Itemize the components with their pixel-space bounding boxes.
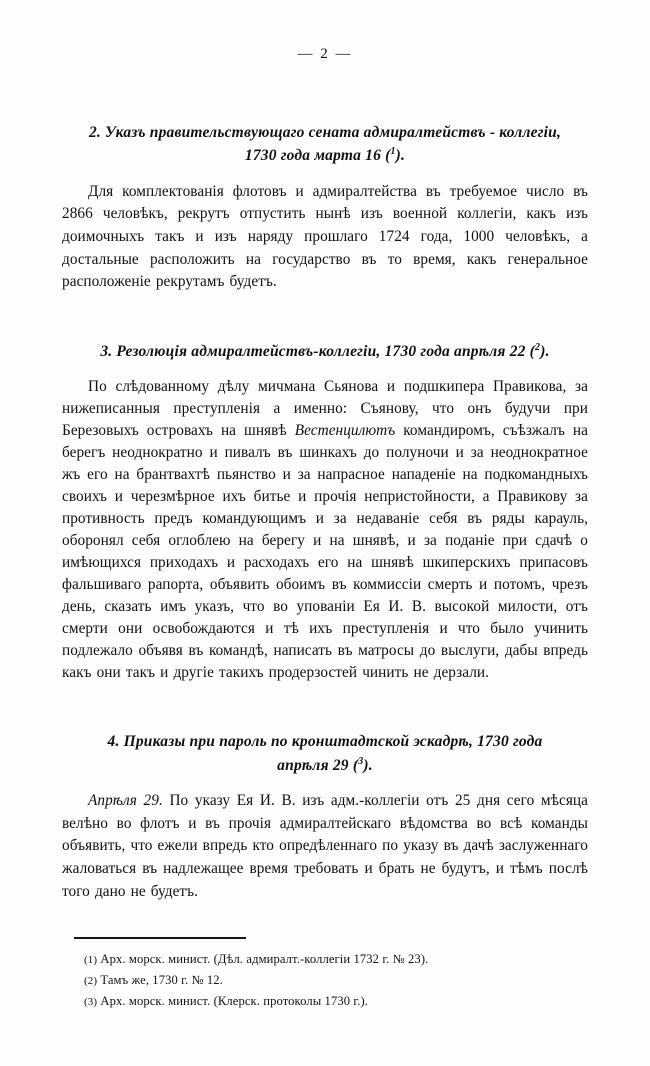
section-2-paragraph: Для комплектованія флотовъ и адмиралтейства въ требуемое число въ 2866 человѣкъ, рекрутъ отпустить нынѣ изъ военной коллегіи, какъ изъ доимочныхъ такъ и изъ наряду прошлаго 1724 года, 1000 человѣкъ, а достальные расположить на государство въ то время, какъ генеральное расположеніе рекрутамъ будетъ.: [62, 182, 588, 291]
section-3-heading-line1: 3. Резолюція адмиралтействъ-коллегіи, 1730 года апрѣля 22 (: [100, 342, 536, 360]
section-2-heading-line2: [62, 144, 588, 167]
section-4-footnote-ref[interactable]: 3: [358, 755, 364, 767]
footnote-2: [84, 970, 588, 991]
footnote-3-text: Арх. морск. минист. (Клерск. протоколы 1730 г.).: [100, 993, 369, 1008]
section-3-footnote-ref[interactable]: 2: [535, 341, 541, 353]
section-3-paragraph: По слѣдованному дѣлу мичмана Сьянова и подшкипера Правикова, за нижеписанныя преступленія а именно: Съянову, что онъ будучи при Березовыхъ островахъ на шнявѣ Вестенцилютъ командиромъ, съѣзжалъ на берегъ неоднократно и пивалъ въ шинкахъ до полуночи и за неоднократное жъ его на брантвахтѣ пьянство и за напрасное нападеніе на подкомандныхъ своихъ и черезмѣрное ихъ битье и прочія непристойности, а Правикову за противность предъ командующимъ и за недаваніе себя въ ряды карауль, оборонял себя оглоблею на берегу и на шнявѣ, и за поданіе при сдачѣ о имѣющихся приходахъ и расходахъ его на шнявѣ шкиперскихъ припасовъ фальшиваго рапорта, объявить обоимъ въ коммиссіи смерть и потомъ, чрезъ день, сказать имъ указъ, что во упованіи Ея И. В. высокой милости, отъ смерти они освобождаются и тѣ ихъ преступленія и что было учинить подлежало объявя въ командѣ, написать въ матросы до выслуги, дабы впредь какъ они такъ и другіе такихъ продерзостей чинить не дерзали.: [62, 378, 588, 682]
footnote-1: [84, 949, 588, 970]
section-4-heading-line1: 4. Приказы при пароль по кронштадтской эскадрѣ, 1730 года: [107, 733, 543, 751]
section-2-heading-line2-text: 1730 года марта 16 (: [244, 147, 391, 165]
footnote-3-mark: (3): [84, 995, 98, 1008]
footnote-2-text: Тамъ же, 1730 г. № 12.: [100, 973, 223, 987]
section-4-heading-line2: [62, 754, 588, 777]
section-2: [62, 121, 588, 294]
section-4-heading: [62, 730, 588, 777]
section-4-heading-line2-end: ).: [363, 756, 373, 774]
section-4-heading-line2-text: апрѣля 29 (: [277, 756, 359, 774]
footnote-1-mark: (1): [84, 954, 98, 967]
section-2-heading-line1: 2. Указъ правительствующаго сената адмиралтействъ - коллегіи,: [88, 124, 562, 141]
section-3: [62, 340, 588, 685]
section-2-heading-line2-end: ).: [395, 147, 406, 165]
footnote-divider: [74, 937, 246, 939]
page-number: — 2 —: [297, 46, 353, 62]
section-4: [62, 730, 588, 903]
footnote-2-mark: (2): [84, 975, 98, 987]
section-3-heading: [62, 340, 588, 363]
footnote-3: [84, 991, 588, 1012]
section-3-heading-line1-end: ).: [540, 342, 550, 360]
footnote-1-text: Арх. морск. минист. (Дѣл. адмиралт.-коллегіи 1732 г. № 23).: [100, 952, 429, 967]
section-4-paragraph-lead: Апрѣля 29.: [88, 792, 163, 810]
footnotes: [84, 949, 588, 1011]
section-2-heading: [62, 121, 588, 168]
ship-name: Вестенцилютъ: [294, 422, 396, 440]
section-4-paragraph: Апрѣля 29. По указу Ея И. В. изъ адм.-коллегіи отъ 25 дня сего мѣсяца велѣно во флотъ и въ прочія адмиралтейскаго вѣдомства во всѣ команды объявить, что ежели впредь кто опредѣленнаго по указу въ дачѣ заслуженнаго жаловаться въ надлежащее время требовать и брать не будутъ, и тѣмъ послѣ того дано не будетъ.: [62, 792, 588, 900]
section-2-footnote-ref[interactable]: 1: [390, 146, 396, 158]
